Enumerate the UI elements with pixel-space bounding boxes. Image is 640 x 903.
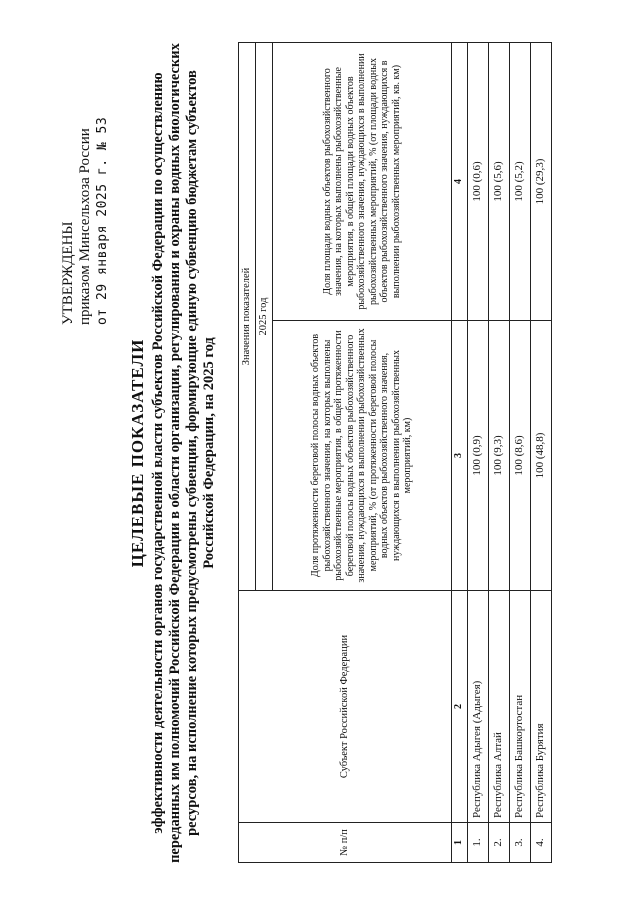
table-row	[488, 43, 509, 863]
table-row	[530, 43, 551, 863]
indicator-2-header: Доля площади водных объектов рыбохозяйственного значения, на которых выполнены рыбохозяйственные мероприятия, в общей площади водных объектов рыбохозяйственного значения, нуждающихся в выполнении рыбохозяйственных мероприятий, % (от площади водных объектов рыбохозяйственного значения, нуждающихся в выполнении рыбохозяйственных мероприятий, кв. км)	[273, 43, 452, 321]
row-subject: Республика Алтай	[488, 591, 509, 823]
approval-stamp	[60, 25, 111, 325]
column-index: 4	[452, 43, 468, 321]
row-value-1: 100 (48,8)	[530, 321, 551, 591]
row-value-2: 100 (0,6)	[467, 43, 488, 321]
row-subject: Республика Бурятия	[530, 591, 551, 823]
column-index: 2	[452, 591, 468, 823]
approval-order: приказом Минсельхоза России	[77, 128, 93, 325]
column-index-row	[452, 43, 468, 863]
document-subtitle: эффективности деятельности органов государственной власти субъектов Российской Федерации по осуществлению переданных им полномочий Российской Федерации в области организации, регулирования и охраны водных биологических ресурсов, на исполнение которых предусмотрены субвенции, формирующие единую субвенцию бюджетам субъектов Российской Федерации, на 2025 год	[150, 43, 217, 863]
row-number: 2.	[488, 823, 509, 863]
column-header-subject: Субъект Российской Федерации	[239, 591, 452, 823]
row-value-2: 100 (5,2)	[509, 43, 530, 321]
row-value-1: 100 (0,9)	[467, 321, 488, 591]
table-row	[467, 43, 488, 863]
row-number: 3.	[509, 823, 530, 863]
row-value-2: 100 (29,3)	[530, 43, 551, 321]
column-header-number: № п/п	[239, 823, 452, 863]
document-title: ЦЕЛЕВЫЕ ПОКАЗАТЕЛИ	[128, 338, 147, 568]
row-value-1: 100 (9,3)	[488, 321, 509, 591]
indicators-table	[238, 42, 552, 863]
table-header-row	[239, 43, 256, 863]
column-index: 3	[452, 321, 468, 591]
values-group-header: Значения показателей	[239, 43, 256, 591]
document-heading	[128, 43, 218, 863]
row-number: 4.	[530, 823, 551, 863]
indicator-1-header: Доля протяженности береговой полосы водных объектов рыбохозяйственного значения, на которых выполнены рыбохозяйственные мероприятия, в общей протяженности береговой полосы водных объектов рыбохозяйственного значения, нуждающихся в выполнении рыбохозяйственных мероприятий, % (от протяженности береговой полосы водных объектов рыбохозяйственного значения, нуждающихся в выполнении рыбохозяйственных мероприятий, км)	[273, 321, 452, 591]
row-value-2: 100 (5,6)	[488, 43, 509, 321]
column-index: 1	[452, 823, 468, 863]
row-value-1: 100 (8,6)	[509, 321, 530, 591]
row-number: 1.	[467, 823, 488, 863]
row-subject: Республика Адыгея (Адыгея)	[467, 591, 488, 823]
table-row	[509, 43, 530, 863]
row-subject: Республика Башкортостан	[509, 591, 530, 823]
year-header: 2025 год	[256, 43, 273, 591]
approval-date: от 29 января 2025 г. № 53	[95, 116, 110, 325]
approval-heading: УТВЕРЖДЕНЫ	[60, 221, 76, 325]
